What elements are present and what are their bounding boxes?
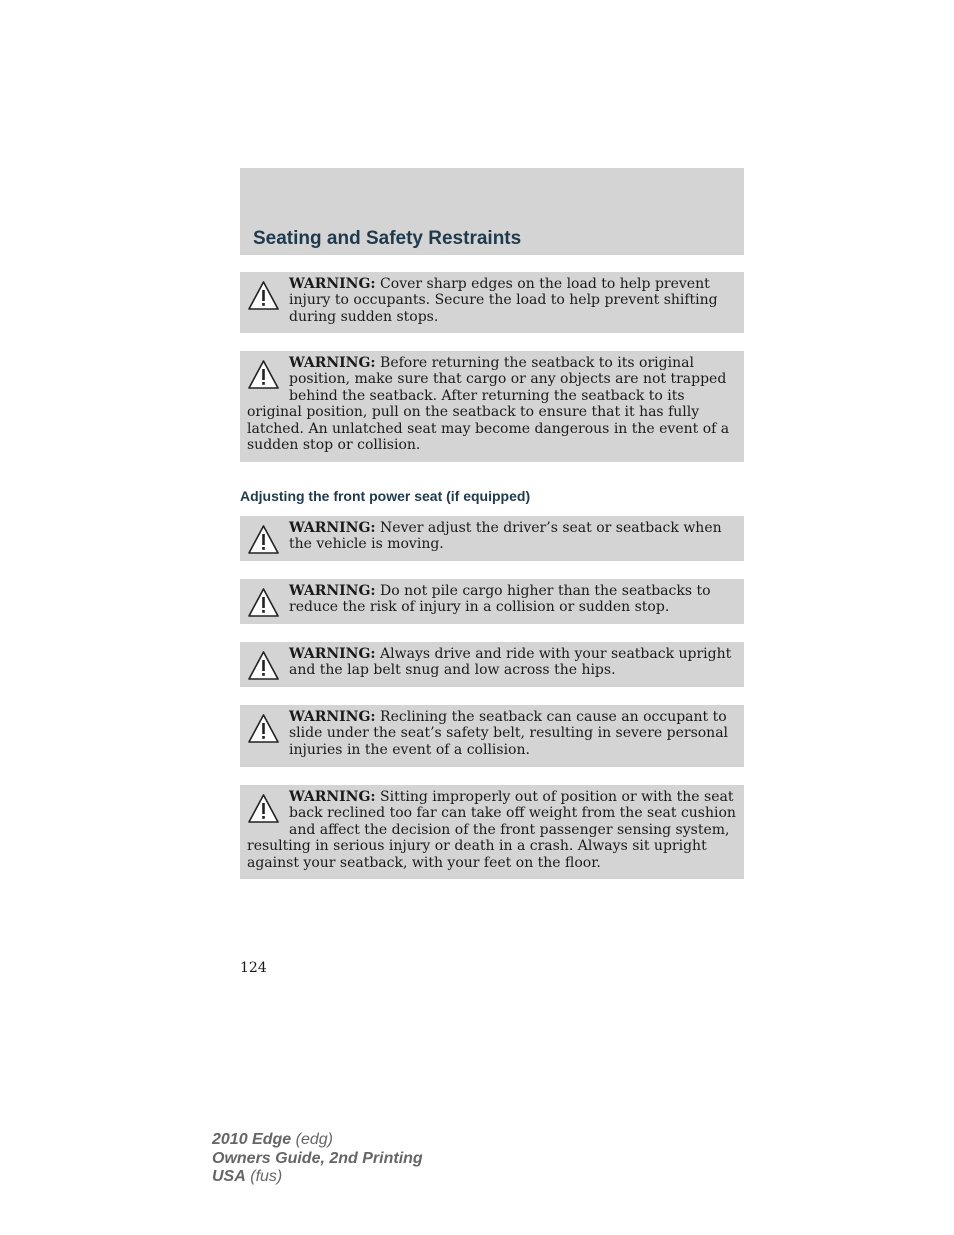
footer-market-code: (fus) [250,1168,283,1185]
footer-line-market [212,1168,423,1187]
warning-label: WARNING: [289,583,376,599]
warning-box [240,705,744,767]
warning-text: Before returning the seatback to its original position, make sure that cargo or any objects are not trapped behind the seatback. After returning the seatback to its original position, pull on the seatback to ensure that it has fully latched. An unlatched seat may become dangerous in the event of a sudden stop or collision. [247,355,730,454]
warning-label: WARNING: [289,789,376,805]
page-number: 124 [240,960,267,976]
warning-text: Never adjust the driver’s seat or seatback when the vehicle is moving. [289,520,722,553]
footer-model-code: (edg) [295,1131,333,1148]
warning-box [240,785,744,879]
warning-label: WARNING: [289,709,376,725]
section-header-band [240,168,744,255]
warning-triangle-icon [247,587,280,619]
warning-label: WARNING: [289,355,376,371]
warning-triangle-icon [247,793,280,825]
warning-label: WARNING: [289,646,376,662]
warning-text: Cover sharp edges on the load to help prevent injury to occupants. Secure the load to help prevent shifting during sudden stops. [289,276,718,325]
warning-box [240,516,744,561]
warning-text: Always drive and ride with your seatback upright and the lap belt snug and low across the hips. [289,646,732,679]
subheading: Adjusting the front power seat (if equipped) [240,488,531,504]
footer-model: 2010 Edge [212,1131,292,1148]
warning-label: WARNING: [289,276,376,292]
warning-triangle-icon [247,713,280,745]
warning-triangle-icon [247,650,280,682]
warning-label: WARNING: [289,520,376,536]
warning-box [240,642,744,687]
warning-box [240,351,744,462]
warning-box [240,272,744,333]
warning-text: Reclining the seatback can cause an occupant to slide under the seat’s safety belt, resulting in severe personal injuries in the event of a collision. [289,709,729,758]
warning-triangle-icon [247,524,280,556]
warning-triangle-icon [247,280,280,312]
footer-market: USA [212,1168,246,1185]
section-title: Seating and Safety Restraints [253,228,522,249]
footer-line-edition [212,1150,423,1169]
footer-line-model [212,1131,423,1150]
warning-box [240,579,744,624]
warning-triangle-icon [247,359,280,391]
document-footer [212,1131,423,1187]
warning-text: Sitting improperly out of position or with the seat back reclined too far can take off weight from the seat cushion and affect the decision of the front passenger sensing system, resulting in serious injury or death in a crash. Always sit upright against your seatback, with your feet on the floor. [247,789,736,871]
footer-edition: Owners Guide, 2nd Printing [212,1149,423,1167]
warning-text: Do not pile cargo higher than the seatbacks to reduce the risk of injury in a collision or sudden stop. [289,583,711,616]
